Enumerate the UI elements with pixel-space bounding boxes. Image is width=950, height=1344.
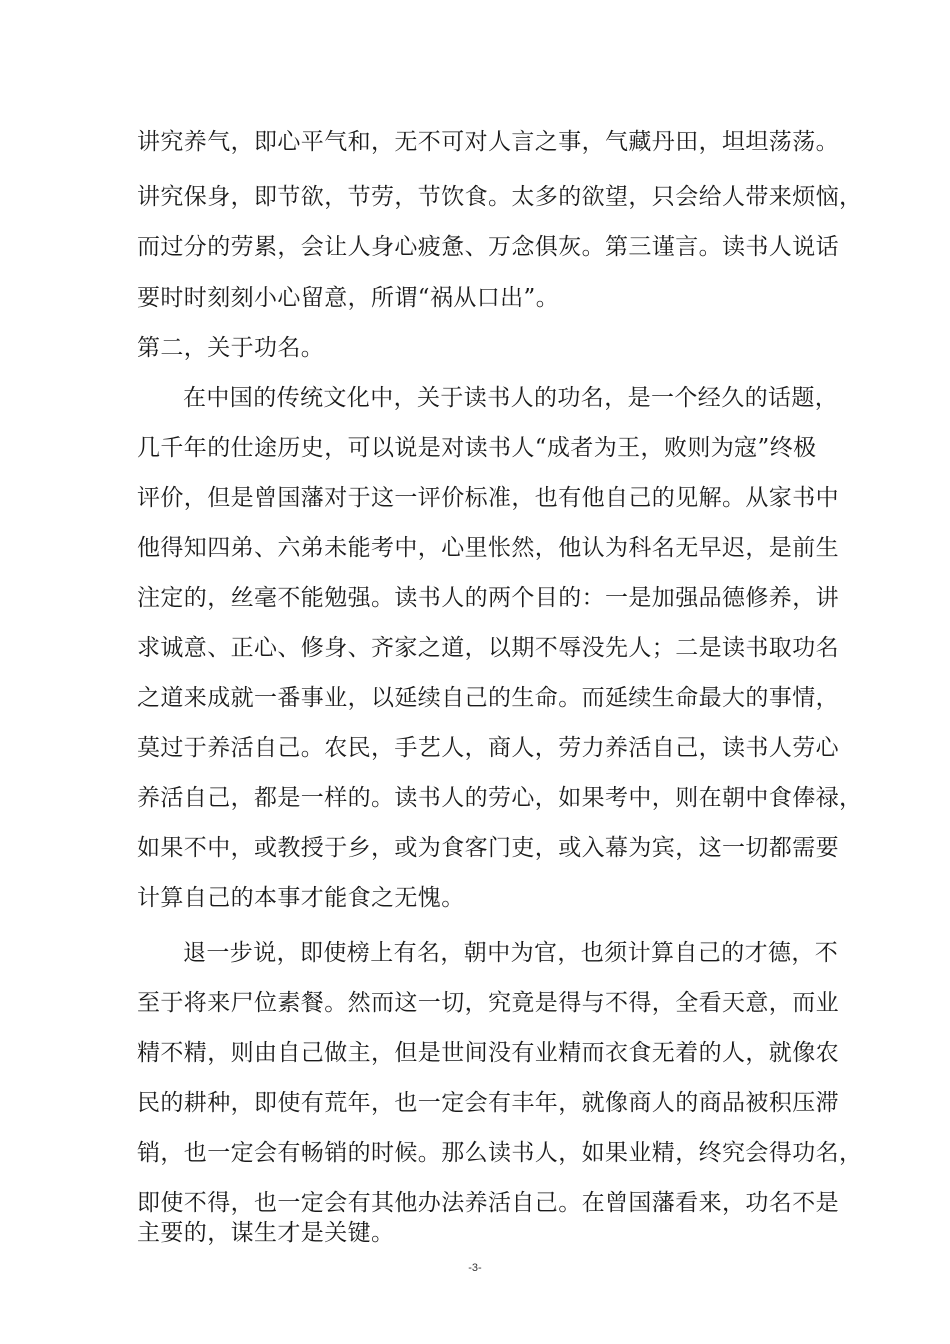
text-line: 几千年的仕途历史，可以说是对读书人“成者为王，败则为寇”终极	[137, 435, 817, 461]
text-line: 计算自己的本事才能食之无愧。	[137, 885, 465, 911]
text-line: 要时时刻刻小心留意，所谓“祸从口出”。	[137, 285, 560, 311]
text-line: 至于将来尸位素餐。然而这一切，究竟是得与不得，全看天意，而业	[137, 990, 839, 1016]
text-line: 评价，但是曾国藩对于这一评价标准，也有他自己的见解。从家书中	[137, 485, 839, 511]
text-line: 养活自己，都是一样的。读书人的劳心，如果考中，则在朝中食俸禄，	[137, 785, 863, 811]
text-line: 他得知四弟、六弟未能考中，心里怅然，他认为科名无早迟，是前生	[137, 535, 839, 561]
paragraph-start: 在中国的传统文化中，关于读书人的功名，是一个经久的话题，	[183, 385, 839, 411]
text-line: 民的耕种，即使有荒年，也一定会有丰年，就像商人的商品被积压滞	[137, 1090, 839, 1116]
text-line: 之道来成就一番事业，以延续自己的生命。而延续生命最大的事情，	[137, 685, 839, 711]
text-line: 而过分的劳累，会让人身心疲惫、万念俱灰。第三谨言。读书人说话	[137, 234, 839, 260]
text-line: 莫过于养活自己。农民，手艺人，商人，劳力养活自己，读书人劳心	[137, 735, 839, 761]
section-heading: 第二，关于功名。	[137, 335, 325, 361]
text-line: 讲究保身，即节欲，节劳，节饮食。太多的欲望，只会给人带来烦恼，	[137, 184, 863, 210]
text-line: 求诚意、正心、修身、齐家之道，以期不辱没先人；二是读书取功名	[137, 635, 839, 661]
text-line: 精不精，则由自己做主，但是世间没有业精而衣食无着的人，就像农	[137, 1040, 839, 1066]
text-line: 如果不中，或教授于乡，或为食客门吏，或入幕为宾，这一切都需要	[137, 835, 839, 861]
paragraph-start: 退一步说，即使榜上有名，朝中为官，也须计算自己的才德，不	[183, 940, 839, 966]
text-line: 主要的，谋生才是关键。	[137, 1220, 395, 1246]
page-number: -3-	[468, 1262, 482, 1274]
text-line: 销，也一定会有畅销的时候。那么读书人，如果业精，终究会得功名，	[137, 1140, 863, 1166]
text-line: 注定的，丝毫不能勉强。读书人的两个目的：一是加强品德修养，讲	[137, 585, 839, 611]
text-line: 讲究养气，即心平气和，无不可对人言之事，气藏丹田，坦坦荡荡。	[137, 129, 839, 155]
text-line: 即使不得，也一定会有其他办法养活自己。在曾国藩看来，功名不是	[137, 1190, 839, 1216]
